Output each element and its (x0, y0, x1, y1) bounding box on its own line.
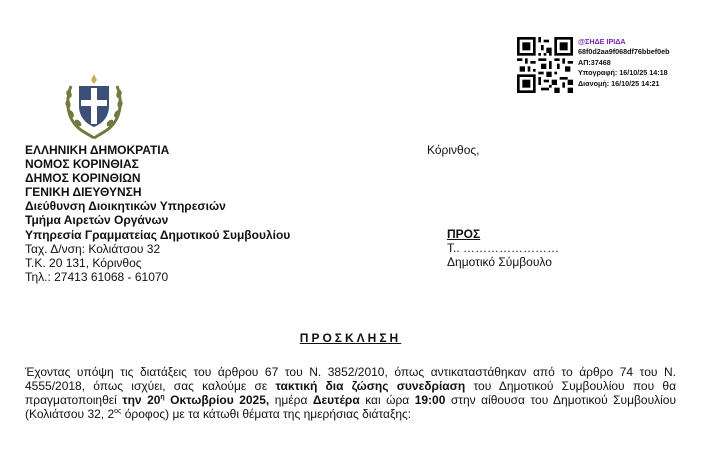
document-title: ΠΡΟΣΚΛΗΣΗ (299, 331, 402, 345)
sender-address: Ταχ. Δ/νση: Κολιάτσου 32 (25, 241, 161, 256)
emblem-icon (61, 72, 127, 140)
qr-code (517, 37, 573, 93)
body-text-5: στην αίθουσα του Δημοτικού Συμβουλίου (Κολιάτσου 32, 2 (25, 393, 677, 422)
meeting-date-day: την 20 (122, 393, 161, 408)
meeting-weekday: Δευτέρα (312, 393, 360, 408)
floor-sup: ος (114, 408, 122, 416)
sender-line-4: ΓΕΝΙΚΗ ΔΙΕΥΘΥΝΣΗ (25, 185, 142, 200)
sender-postal: Τ.Κ. 20 131, Κόρινθος (25, 255, 142, 270)
recipient-name-line: Τ.. …………………… (447, 241, 560, 256)
sender-line-1: ΕΛΛΗΝΙΚΗ ΔΗΜΟΚΡΑΤΙΑ (25, 143, 170, 157)
stamp-hash: 68f0d2aa9f068df76bbef0eb (578, 47, 670, 57)
sender-line-7: Υπηρεσία Γραμματείας Δημοτικού Συμβουλίου (25, 227, 291, 242)
stamp-distributed: Διανομή: 16/10/25 14:21 (578, 78, 660, 88)
body-text-3: ημέρα (269, 393, 313, 408)
recipient-heading: ΠΡΟΣ (447, 227, 481, 241)
place-date: Κόρινθος, (427, 143, 480, 157)
sender-line-5: Διεύθυνση Διοικητικών Υπηρεσιών (25, 199, 226, 214)
body-text-6: όροφος) με τα κάτωθι θέματα της ημερήσιας διάταξης: (121, 407, 412, 422)
signature-stamp (578, 37, 670, 89)
meeting-date-rest: Οκτωβρίου 2025, (164, 393, 270, 408)
body-text-4: και ώρα (359, 393, 415, 408)
stamp-brand: @ΣΗΔΕ ΙΡΙΔΑ (578, 37, 626, 46)
body-text-2: του Δημοτικού Συμβουλίου που θα πραγματοποιηθεί (25, 379, 677, 408)
recipient-block (447, 227, 559, 270)
sender-line-2: ΝΟΜΟΣ ΚΟΡΙΝΘΙΑΣ (25, 157, 139, 172)
meeting-time: 19:00 (414, 393, 446, 408)
sender-line-6: Τμήμα Αιρετών Οργάνων (25, 213, 169, 228)
meeting-date-sup: η (160, 394, 165, 402)
body-text-1: Έχοντας υπόψη τις διατάξεις του άρθρου 67 του Ν. 3852/2010, όπως αντικαταστάθηκαν από το άρθρο 74 του Ν. 4555/2018, όπως ισχύει, σας καλούμε σε (25, 365, 676, 394)
meeting-type: τακτική δια ζώσης συνεδρίαση (275, 379, 466, 394)
sender-phone: Τηλ.: 27413 61068 - 61070 (25, 269, 169, 284)
meeting-date (122, 393, 269, 407)
sender-block (25, 143, 290, 284)
recipient-role: Δημοτικό Σύμβουλο (447, 255, 552, 270)
stamp-signed: Υπογραφή: 16/10/25 14:18 (578, 68, 668, 78)
sender-line-3: ΔΗΜΟΣ ΚΟΡΙΝΘΙΩΝ (25, 171, 141, 186)
stamp-protocol: ΑΠ:37468 (578, 57, 611, 67)
body-paragraph (25, 365, 676, 421)
